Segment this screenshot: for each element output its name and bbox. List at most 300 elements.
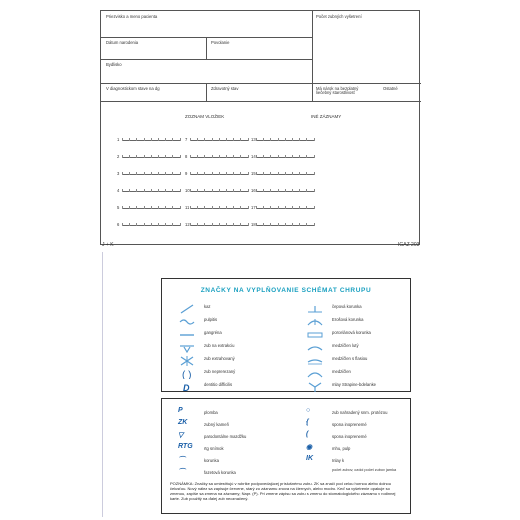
tick-mark [292,189,293,192]
slash-icon [176,301,198,311]
tick-mark [144,223,145,226]
tick-row [251,137,317,143]
legend-item-label: Inlay k [332,458,345,463]
tick-mark [299,172,300,175]
tick-row [117,154,183,160]
tick-mark [212,206,213,209]
tick-mark [314,223,315,226]
tick-mark [240,189,241,192]
legend-item-label: medzičlen lutý [332,343,359,348]
tick-mark [248,206,249,209]
legend-box-2 [161,398,411,514]
tick-mark [151,206,152,209]
tick-mark [248,138,249,141]
legend-item [176,455,286,466]
divider-v2 [206,37,207,59]
tick-mark [306,189,307,192]
patient-name-label: Priezvisko a meno pacienta [106,14,158,19]
legend-item [176,340,286,351]
row-number: 1 [117,137,120,142]
tick-mark [306,206,307,209]
tick-mark [233,189,234,192]
tick-row [185,171,251,177]
tick-mark [270,206,271,209]
tick-mark [248,189,249,192]
findings-heading: ZOZNAM VLOŽIEK [185,114,225,119]
row-number: 6 [117,222,120,227]
legend-item-label: zub na extrakciu [204,343,235,348]
tick-mark [122,206,123,209]
legend-item [176,431,286,442]
tick-mark [122,155,123,158]
tick-mark [285,206,286,209]
tick-mark [204,155,205,158]
tick-mark [292,223,293,226]
tick-row [117,171,183,177]
legend-item-label: čepová korunka [332,304,362,309]
legend-item [304,431,414,442]
legend-item-label: mhu, pulp [332,446,351,451]
birthdate-label: Dátum narodenia [106,40,139,45]
divider-v1 [312,11,313,101]
tick-mark [248,223,249,226]
tick-mark [278,138,279,141]
tick-mark [172,172,173,175]
legend-item-label: medzičlen [332,369,351,374]
tick-mark [158,172,159,175]
row-number: 12 [185,222,190,227]
tick-mark [165,189,166,192]
tick-mark [219,223,220,226]
tick-mark [299,189,300,192]
tick-mark [240,155,241,158]
tick-mark [278,206,279,209]
tick-mark [172,155,173,158]
tick-mark [270,189,271,192]
tick-mark [219,155,220,158]
row-number: 18 [251,222,256,227]
tick-row [117,137,183,143]
legend-symbol: ZK [178,419,188,426]
dental-record-form [100,10,420,245]
tick-mark [212,155,213,158]
tick-mark [263,223,264,226]
tick-mark [226,206,227,209]
tick-mark [212,223,213,226]
legend-item [304,340,414,351]
legend-symbol: ⌒ [178,457,185,464]
legend-item [176,407,286,418]
tick-mark [233,206,234,209]
tick-mark [172,206,173,209]
tick-mark [197,138,198,141]
legend-item-label: rtg snímok [204,446,224,451]
tick-mark [204,189,205,192]
legend-item-label: Erošová korunka [332,317,364,322]
tick-row [185,205,251,211]
tick-mark [151,189,152,192]
bridge-crown-icon [304,301,326,311]
tick-row [251,171,317,177]
legend-item [176,419,286,430]
tick-mark [180,172,181,175]
tick-mark [248,172,249,175]
tick-mark [306,138,307,141]
legend-note: POZNÁMKA: Značky sa umiestňujú v rubrike podpovedajúcej príslušnému zubu. ZK sa značí pod celou hornou alebo dolnou čelusťou. Nový nález sa zapisuje červene, starý zo záznamu znova na čiernych, alebo modro. Keď sa vyšetrenie opakuje so zmenou, zapíše sa zmena na záznamy; Napr. (P). Pri zmene zápisu sa zubu s zmenu do stomatologického záznamu v rodinnej karte. Zub použitý na ďalej zub neoznačený. [170,481,396,501]
arc-icon [304,366,326,376]
legend-item-label: spona inoprenemé [332,434,367,439]
tick-mark [299,138,300,141]
tick-mark [256,206,257,209]
tick-mark [278,223,279,226]
inlay-crown-icon [304,314,326,324]
legend-item-label: zub neprerezaný [204,369,236,374]
tick-mark [226,138,227,141]
tick-mark [226,172,227,175]
legend-symbol: ◉ [306,444,313,451]
tick-mark [263,138,264,141]
tick-mark [285,223,286,226]
tick-mark [263,172,264,175]
fork-icon [304,379,326,389]
tick-mark [180,223,181,226]
tick-mark [180,155,181,158]
tick-mark [204,172,205,175]
tick-mark [314,206,315,209]
tick-mark [136,206,137,209]
row-number: 14 [251,154,256,159]
bridge-icon [304,340,326,350]
tick-mark [122,223,123,226]
tick-mark [292,206,293,209]
tick-mark [151,155,152,158]
tick-mark [226,223,227,226]
row-number: 4 [117,188,120,193]
divider-v3 [206,83,207,101]
cross-icon [176,353,198,363]
tick-mark [190,172,191,175]
legend-item-label: spona inoprenemé [332,422,367,427]
legend-item [304,353,414,364]
legend-symbol: P [178,407,183,414]
row-number: 16 [251,188,256,193]
tick-mark [204,138,205,141]
tick-mark [180,138,181,141]
svg-text:( ): ( ) [182,370,192,379]
row-number: 9 [185,171,188,176]
occupation-label: Povolanie [211,40,230,45]
tick-row [251,222,317,228]
dash-icon [176,327,198,337]
tick-row [185,188,251,194]
tick-mark [306,172,307,175]
legend-item [304,301,414,312]
legend-symbol: ( [306,431,309,438]
legend-item-label: zub extrahovaný [204,356,235,361]
tilde-icon [176,314,198,324]
tick-mark [219,206,220,209]
tick-mark [136,172,137,175]
tick-mark [158,206,159,209]
tick-mark [314,155,315,158]
tick-mark [299,206,300,209]
divider-h4 [101,101,421,102]
tick-row [185,222,251,228]
legend-item [176,327,286,338]
tick-row [185,154,251,160]
tick-mark [172,223,173,226]
legend-item-label: plomba [204,410,218,415]
svg-text:D: D [183,383,190,392]
tick-mark [270,172,271,175]
tick-mark [292,155,293,158]
general-dentist-label: Má nárok na bezplatný liečebný starostlivosť [316,86,359,96]
tick-mark [136,189,137,192]
tick-mark [240,206,241,209]
legend-item-label: korunka [204,458,219,463]
row-number: 10 [185,188,190,193]
tick-mark [256,138,257,141]
tick-mark [270,138,271,141]
tick-mark [144,138,145,141]
tick-mark [165,172,166,175]
other-label: Ostatné [383,86,398,91]
footer-left: J + K [102,242,114,248]
legend-item-label: mlay Strapine-bdelanke [332,382,376,387]
footer-right: IGAZ 203 [398,242,420,248]
tick-mark [212,189,213,192]
tick-mark [233,223,234,226]
legend-item [304,314,414,325]
tick-mark [233,172,234,175]
tick-mark [314,189,315,192]
tick-mark [165,206,166,209]
legend-item [176,443,286,454]
tick-mark [256,223,257,226]
tick-mark [144,206,145,209]
tick-mark [212,172,213,175]
legend-item [304,419,414,430]
tick-mark [158,189,159,192]
tick-mark [197,155,198,158]
tick-mark [190,155,191,158]
tick-mark [285,138,286,141]
tick-mark [129,189,130,192]
tick-mark [197,223,198,226]
tick-mark [165,223,166,226]
tick-mark [285,172,286,175]
legend-item-label: zubný kameň [204,422,229,427]
other-records-heading: INÉ ZÁZNAMY [311,114,342,119]
legend-symbol: RTG [178,443,193,450]
tick-mark [263,155,264,158]
legend-item-label: parodontálne mazdžku [204,434,247,439]
row-number: 7 [185,137,188,142]
tick-mark [151,172,152,175]
tick-mark [263,206,264,209]
tick-mark [256,172,257,175]
tick-mark [136,223,137,226]
legend-item [176,467,286,478]
tick-mark [314,138,315,141]
tick-mark [270,223,271,226]
tick-mark [278,155,279,158]
tick-mark [190,206,191,209]
tick-mark [129,155,130,158]
tick-mark [136,138,137,141]
divider-h3 [101,83,421,84]
legend-title: ZNAČKY NA VYPLŇOVANIE SCHÉMAT CHRUPU [200,287,372,294]
legend-item-label: porcelánová korunka [332,330,371,335]
tick-mark [278,189,279,192]
tick-mark [197,189,198,192]
tick-mark [122,138,123,141]
divider-h2 [101,59,312,60]
tick-mark [212,138,213,141]
tick-row [117,222,183,228]
tick-mark [122,172,123,175]
tick-mark [240,223,241,226]
tick-mark [180,189,181,192]
tick-row [251,188,317,194]
tick-mark [144,155,145,158]
tick-mark [219,172,220,175]
tick-mark [240,172,241,175]
tick-mark [151,223,152,226]
row-number: 11 [185,205,190,210]
tick-mark [233,155,234,158]
tick-mark [306,155,307,158]
tick-mark [180,206,181,209]
residence-label: Bydlisko [106,62,122,67]
tick-mark [129,172,130,175]
legend-symbol: ○ [306,407,311,414]
tick-mark [299,223,300,226]
state-label: V diagnostickom stave na dg [106,86,160,91]
tick-mark [314,172,315,175]
legend-item [304,379,414,390]
tick-mark [285,189,286,192]
tick-mark [219,138,220,141]
legend-item [304,366,414,377]
tick-mark [219,189,220,192]
legend-item [176,314,286,325]
tick-row [117,205,183,211]
legend-item [304,407,414,418]
legend-item-label: medzičlen s flasiou [332,356,368,361]
row-number: 5 [117,205,120,210]
tick-mark [190,189,191,192]
tick-mark [190,138,191,141]
tick-mark [158,223,159,226]
legend-item-label: zub nahradený snm. protézou [332,410,388,415]
tick-mark [197,172,198,175]
legend-box-1 [161,278,411,392]
tick-mark [151,138,152,141]
tick-mark [197,206,198,209]
legend-item [304,467,414,478]
tick-mark [306,223,307,226]
tick-mark [172,138,173,141]
tick-mark [263,189,264,192]
tick-mark [129,223,130,226]
tick-mark [158,138,159,141]
row-number: 17 [251,205,256,210]
legend-symbol: ⌒ [178,469,185,476]
tick-row [117,188,183,194]
legend-card [102,252,429,517]
legend-item-label: pulpitis [204,317,218,322]
tick-row [251,205,317,211]
tick-mark [129,138,130,141]
veneer-icon [304,327,326,337]
bridge-arc-icon [304,353,326,363]
tick-mark [204,206,205,209]
tick-mark [278,172,279,175]
tick-mark [144,189,145,192]
tick-mark [129,206,130,209]
legend-item [176,301,286,312]
health-state-label: Zdravotný stav [211,86,239,91]
dental-exams-label: Počet zubných vyšetrení [316,14,362,19]
legend-symbol: IK [306,455,313,462]
tick-mark [256,189,257,192]
legend-item [304,327,414,338]
tick-mark [144,172,145,175]
legend-item [176,353,286,364]
legend-item-label: gangréna [204,330,222,335]
tick-mark [136,155,137,158]
legend-symbol: ▽ [178,432,184,439]
legend-item-label: počet zubov, ozdoi počet zubov jamka [332,468,397,472]
tick-mark [270,155,271,158]
tick-mark [172,189,173,192]
legend-item-label: dentitio difficilis [204,382,233,387]
tick-mark [233,138,234,141]
parenthesis-icon [176,366,198,379]
tick-mark [226,155,227,158]
row-number: 3 [117,171,120,176]
tick-mark [248,155,249,158]
tick-mark [165,138,166,141]
tick-mark [226,189,227,192]
tick-mark [122,189,123,192]
tick-mark [285,155,286,158]
row-number: 15 [251,171,256,176]
tick-mark [292,172,293,175]
tick-mark [165,155,166,158]
legend-item [176,366,286,377]
row-number: 13 [251,137,256,142]
legend-item-label: fazetová korunka [204,470,236,475]
tick-row [185,137,251,143]
tick-mark [158,155,159,158]
tick-mark [256,155,257,158]
row-number: 8 [185,154,188,159]
legend-item [176,379,286,390]
tick-mark [292,138,293,141]
legend-item [304,455,414,466]
tick-mark [204,223,205,226]
row-number: 2 [117,154,120,159]
tick-mark [240,138,241,141]
tick-mark [190,223,191,226]
tick-row [251,154,317,160]
legend-item-label: kaz [204,304,211,309]
tick-mark [299,155,300,158]
arrow-down-icon [176,340,198,350]
letter-d-icon [176,379,198,392]
